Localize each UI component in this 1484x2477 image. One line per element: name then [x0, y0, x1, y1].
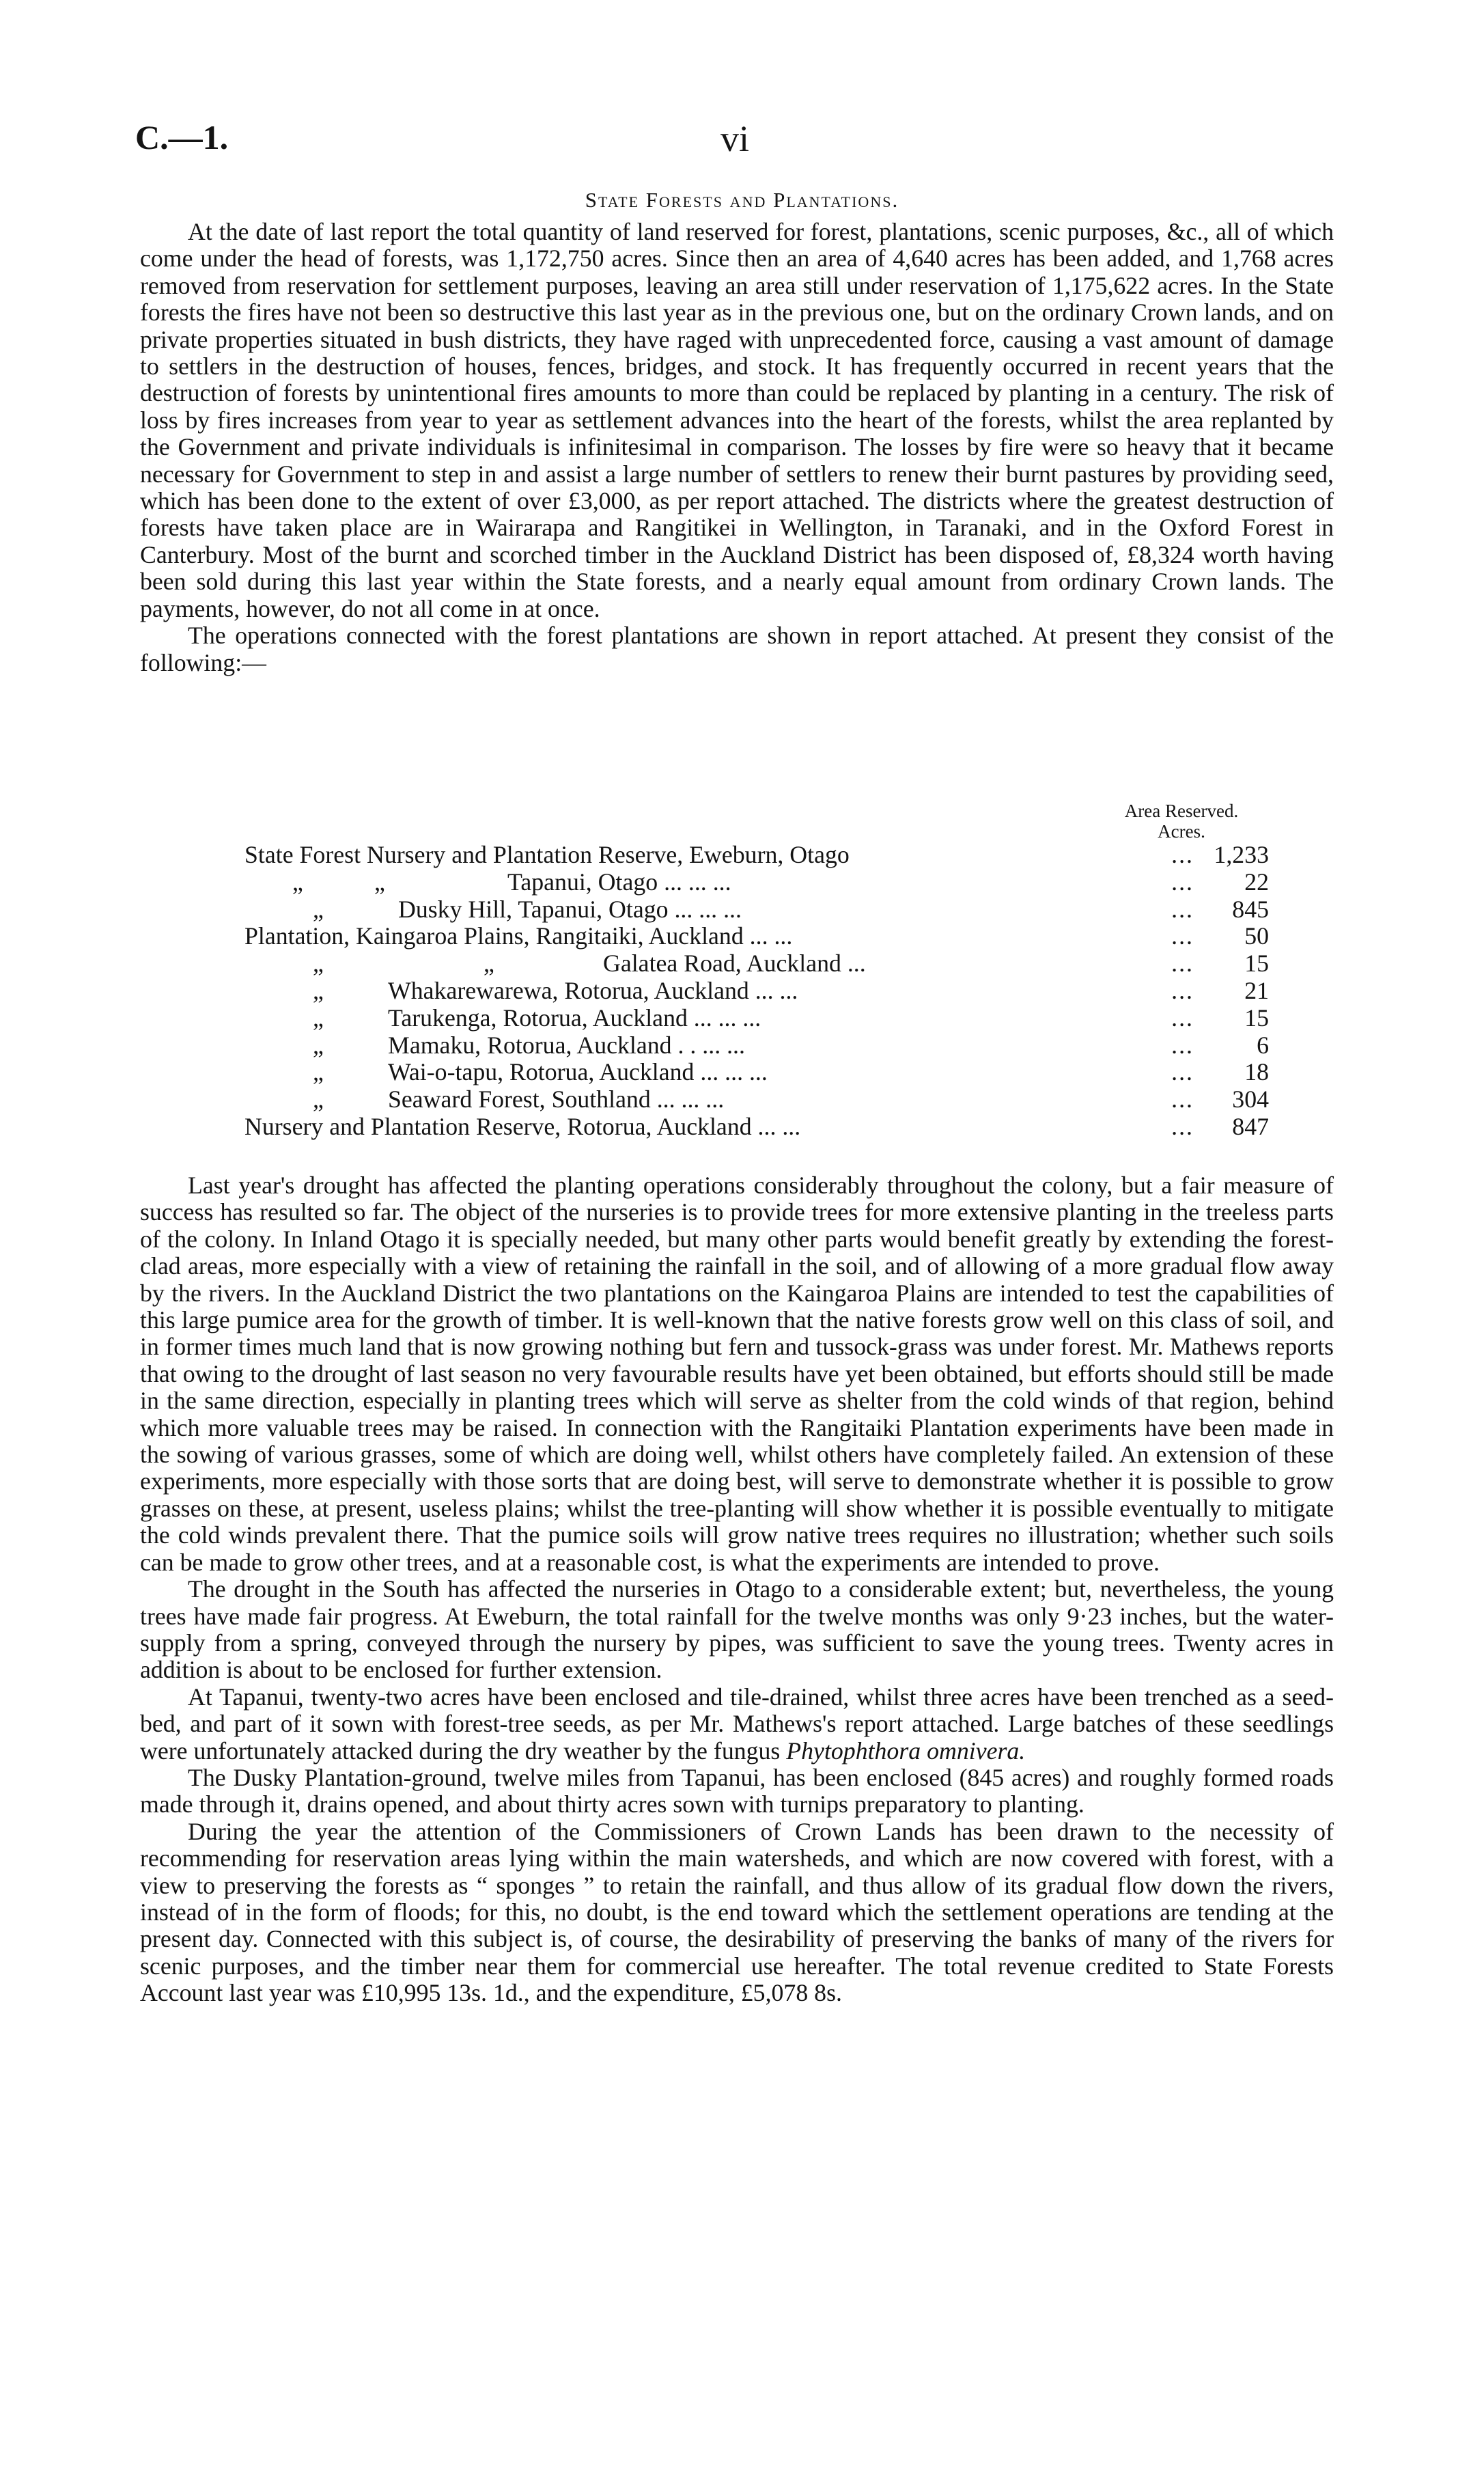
body-text — [140, 1172, 1334, 2007]
plantation-table — [244, 842, 1269, 1141]
table-row — [244, 1032, 1269, 1060]
leader-dots: ... — [1171, 1112, 1194, 1140]
leader-dots: ... — [1171, 1031, 1194, 1059]
row-value: 304 — [1232, 1085, 1269, 1113]
row-label: Plantation, Kaingaroa Plains, Rangitaiki, Auckland ... ... — [244, 922, 793, 950]
table-row — [244, 1059, 1269, 1086]
row-label: State Forest Nursery and Plantation Reserve, Eweburn, Otago — [244, 841, 850, 868]
table-row — [244, 1113, 1269, 1141]
table-row — [244, 896, 1269, 924]
ditto-mark: „ — [484, 950, 494, 978]
column-header-unit: Acres. — [1158, 821, 1205, 842]
table-row — [244, 978, 1269, 1005]
row-value: 15 — [1244, 1004, 1269, 1032]
row-label: Nursery and Plantation Reserve, Rotorua, Auckland ... ... — [244, 1112, 801, 1140]
row-value: 847 — [1232, 1112, 1269, 1140]
paragraph: At the date of last report the total quantity of land reserved for forest, plantations, scenic purposes, &c., all of which come under the head of forests, was 1,172,750 acres. Since then an area of 4,640 acres has been added, and 1,768 acres removed from reservation for settlement purposes, leaving an area still under reservation of 1,175,622 acres. In the State forests the fires have not been so destructive this last year as in the previous one, but on the ordinary Crown lands, and on private properties situated in bush districts, they have raged with unprecedented force, causing a vast amount of damage to settlers in the destruction of houses, fences, bridges, and stock. It has frequently occurred in recent years that the destruction of forests by unintentional fires amounts to more than could be replaced by planting in a century. The risk of loss by fires increases from year to year as settlement advances into the heart of the forests, whilst the area replanted by the Government and private individuals is infinitesimal in comparison. The losses by fire were so heavy that it became necessary for Government to step in and assist a large number of settlers to renew their burnt pastures by providing seed, which has been done to the extent of over £3,000, as per report attached. The districts where the greatest destruction of forests have taken place are in Wairarapa and Rangitikei in Wellington, in Taranaki, and in the Oxford Forest in Canterbury. Most of the burnt and scorched timber in the Auckland District has been disposed of, £8,324 worth having been sold during this last year within the State forests, and a nearly equal amount from ordinary Crown lands. The payments, however, do not all come in at once. — [140, 218, 1334, 622]
row-label: Whakarewarewa, Rotorua, Auckland ... ... — [388, 976, 798, 1004]
ditto-mark: „ — [313, 1085, 324, 1113]
ditto-mark: „ — [313, 895, 324, 923]
document-code: C.—1. — [135, 118, 229, 156]
paragraph: During the year the attention of the Commissioners of Crown Lands has been drawn to the necessity of recommending for reservation areas lying within the main watersheds, and which are now covered with forest, with a view to preserving the forests as “ sponges ” to retain the rainfall, and thus allow of its gradual flow down the rivers, instead of in the form of floods; for this, no doubt, is the end toward which the settlement operations are tending at the present day. Connected with this subject is, of course, the desirability of preserving the banks of many of the rivers for scenic purposes, and the timber near them for commercial use hereafter. The total revenue credited to State Forests Account last year was £10,995 13s. 1d., and the expenditure, £5,078 8s. — [140, 1817, 1334, 2007]
paragraph-text: At Tapanui, twenty-two acres have been enclosed and tile-drained, whilst three acres have been trenched as a seed-bed, and part of it sown with forest-tree seeds, as per Mr. Mathews's report attached. Large batches of these seedlings were unfortunately attacked during the dry weather by the fungus — [140, 1683, 1334, 1765]
row-label: Seaward Forest, Southland ... ... ... — [388, 1085, 725, 1113]
row-value: 21 — [1244, 976, 1269, 1004]
leader-dots: ... — [1171, 1085, 1194, 1113]
paragraph: The drought in the South has affected the nurseries in Otago to a considerable extent; but, nevertheless, the young trees have made fair progress. At Eweburn, the total rainfall for the twelve months was only 9·23 inches, but the water-supply from a spring, conveyed through the nursery by pipes, was sufficient to save the young trees. Twenty acres in addition is about to be enclosed for further extension. — [140, 1575, 1334, 1684]
paragraph: The operations connected with the forest plantations are shown in report attached. At present they consist of the following:— — [140, 622, 1334, 676]
row-label: Wai-o-tapu, Rotorua, Auckland ... ... ... — [388, 1058, 768, 1086]
ditto-mark: „ — [313, 1031, 324, 1059]
table-row — [244, 923, 1269, 950]
row-value: 1,233 — [1214, 841, 1269, 868]
leader-dots: ... — [1171, 976, 1194, 1004]
intro-text — [140, 219, 1334, 676]
row-value: 6 — [1257, 1031, 1269, 1059]
ditto-mark: „ — [374, 868, 385, 896]
row-value: 845 — [1232, 895, 1269, 923]
leader-dots: ... — [1171, 895, 1194, 923]
table-row — [244, 1005, 1269, 1032]
row-value: 15 — [1244, 950, 1269, 978]
ditto-mark: „ — [292, 868, 303, 896]
row-value: 18 — [1244, 1058, 1269, 1086]
leader-dots: ... — [1171, 922, 1194, 950]
ditto-mark: „ — [313, 1004, 324, 1032]
page-number: vi — [720, 118, 750, 159]
paragraph: The Dusky Plantation-ground, twelve miles from Tapanui, has been enclosed (845 acres) and roughly formed roads made through it, drains opened, and about thirty acres sown with turnips preparatory to planting. — [140, 1763, 1334, 1818]
table-row — [244, 1086, 1269, 1113]
leader-dots: ... — [1171, 950, 1194, 978]
row-label: Galatea Road, Auckland ... — [603, 950, 866, 978]
ditto-mark: „ — [313, 950, 324, 978]
table-row — [244, 869, 1269, 896]
leader-dots: ... — [1171, 1004, 1194, 1032]
row-label: Dusky Hill, Tapanui, Otago ... ... ... — [398, 895, 742, 923]
paragraph: Last year's drought has affected the planting operations considerably throughout the colony, but a fair measure of success has resulted so far. The object of the nurseries is to provide trees for more extensive planting in the treeless parts of the colony. In Inland Otago it is specially needed, but many other parts would benefit greatly by extending the forest-clad areas, more especially with a view of retaining the rainfall in the soil, and of allowing of a more gradual flow away by the rivers. In the Auckland District the two plantations on the Kaingaroa Plains are intended to test the capabilities of this large pumice area for the growth of timber. It is well-known that the native forests grow well on this class of soil, and in former times much land that is now growing nothing but fern and tussock-grass was under forest. Mr. Mathews reports that owing to the drought of last season no very favourable results have yet been obtained, but efforts should still be made in the same direction, especially in planting trees which will serve as shelter from the cold winds of that region, behind which more valuable trees may be raised. In connection with the Rangitaiki Plantation experiments have been made in the sowing of various grasses, some of which are doing well, whilst others have completely failed. An extension of these experiments, more especially with those sorts that are doing best, will serve to demonstrate whether it is possible to grow grasses on these, at present, useless plains; whilst the tree-planting will show whether it is possible eventually to mitigate the cold winds prevalent there. That the pumice soils will grow native trees requires no illustration; whether such soils can be made to grow other trees, and at a reasonable cost, is what the experiments are intended to prove. — [140, 1172, 1334, 1576]
leader-dots: ... — [1171, 1058, 1194, 1086]
row-label: Tarukenga, Rotorua, Auckland ... ... ... — [388, 1004, 761, 1032]
row-label: Mamaku, Rotorua, Auckland . . ... ... — [388, 1031, 745, 1059]
row-value: 22 — [1244, 868, 1269, 896]
species-name: Phytophthora omnivera. — [786, 1736, 1026, 1765]
paragraph — [140, 1684, 1334, 1765]
section-heading: State Forests and Plantations. — [585, 188, 899, 212]
ditto-mark: „ — [313, 976, 324, 1004]
leader-dots: ... — [1171, 868, 1194, 896]
table-row — [244, 842, 1269, 869]
ditto-mark: „ — [313, 1058, 324, 1086]
leader-dots: ... — [1171, 841, 1194, 868]
row-value: 50 — [1244, 922, 1269, 950]
table-row — [244, 950, 1269, 978]
column-header-area: Area Reserved. — [1124, 801, 1239, 821]
row-label: Tapanui, Otago ... ... ... — [507, 868, 731, 896]
